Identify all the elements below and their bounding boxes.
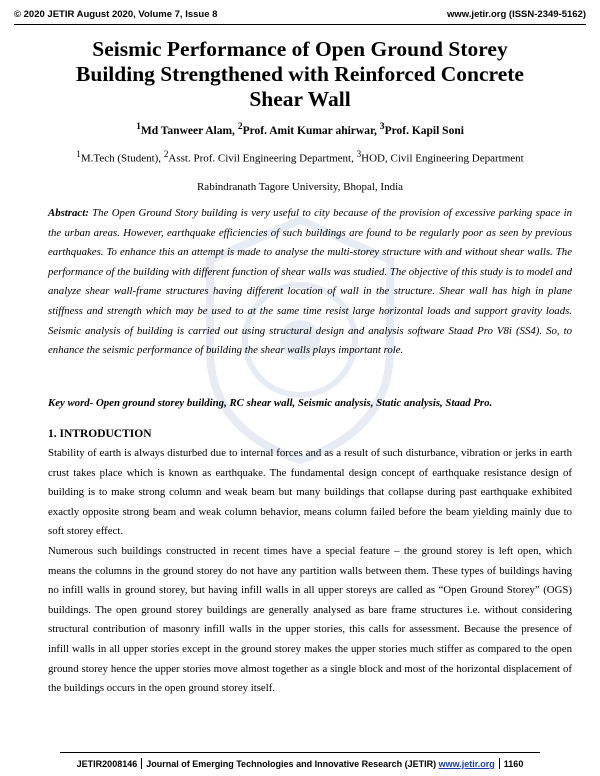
author-index: 2 [237,121,243,132]
affiliation-list [20,149,580,165]
title-line: Seismic Performance of Open Ground Storey [92,37,508,61]
footer-rule [60,752,540,753]
title-line: Building Strengthened with Reinforced Concrete [76,62,524,86]
paper-title [30,37,570,112]
university: Rabindranath Tagore University, Bhopal, India [196,181,404,193]
author-name: Md Tanweer Alam, [140,124,238,137]
abstract [48,204,572,361]
footer-line [0,758,600,769]
footer-separator [499,758,500,769]
journal-link[interactable]: www.jetir.org [438,759,495,769]
affiliation-text: Asst. Prof. Civil Engineering Department, [168,152,357,165]
page-number: 1160 [503,759,524,769]
page-footer [0,752,600,774]
section-heading: 1. INTRODUCTION [48,428,152,440]
affiliation-index: 3 [356,149,362,159]
section-body [48,444,572,699]
keywords: Key word- Open ground storey building, RC shear wall, Seismic analysis, Static analysis, Staad Pro. [48,397,493,409]
journal-website-issn: www.jetir.org (ISSN-2349-5162) [446,9,586,20]
author-name: Prof. Kapil Soni [384,124,464,137]
affiliation-index: 2 [163,149,169,159]
paragraph: Stability of earth is always disturbed due to internal forces and as a result of such disturbance, vibration or jerks in earth crust takes place which is known as earthquake. The fundamental design concept of earthquake resistance design of building is to make strong column and weak beam but many buildings that collapse during past earthquake exhibited exactly opposite strong beam and weak column behavior, means column failed before the beam yielding mainly due to soft storey effect. [48,447,572,538]
author-list [20,121,580,137]
author-index: 3 [379,121,385,132]
author-index: 1 [136,121,141,132]
affiliation-text: HOD, Civil Engineering Department [361,152,524,165]
paper-code: JETIR2008146 [76,759,138,769]
abstract-text: The Open Ground Story building is very useful to city because of the provision of excessive parking space in the urban areas. However, earthquake efficiencies of such buildings are found to be regularly poor as seen by previous earthquakes. To enhance this an attempt is made to analyse the multi-storey structure with and without shear walls. The performance of the building with different function of shear walls was studied. The objective of this study is to model and analyze shear wall-frame structures having different location of wall in the structure. Shear wall has high in plane stiffness and strength which may be used to at the same time resist large horizontal loads and support gravity loads. Seismic analysis of building is carried out using structural design and analysis software Staad Pro V8i (SS4). So, to enhance the seismic performance of building the shear walls plays important role. [48,207,572,357]
author-name: Prof. Amit Kumar ahirwar, [242,124,380,137]
header-rule [14,24,586,25]
page-header [14,6,586,24]
footer-separator [141,758,142,769]
affiliation-text: M.Tech (Student), [80,152,164,165]
affiliation-index: 1 [76,149,81,159]
abstract-label: Abstract: [48,207,89,219]
journal-issue-info: © 2020 JETIR August 2020, Volume 7, Issue 8 [14,9,218,20]
paragraph: Numerous such buildings constructed in recent times have a special feature – the ground storey is left open, which means the columns in the ground storey do not have any partition walls between them. These types of buildings having no infill walls in ground storey, but having infill walls in all upper storeys are called as “Open Ground Storey” (OGS) buildings. The open ground storey buildings are generally analysed as bare frame structures i.e. without considering structural contribution of masonry infill walls in the upper stories, this calls for assessment. Because the presence of infill walls in all upper stories except in the ground storey makes the upper stories much stiffer as compared to the open ground storey hence the upper stories move almost together as a single block and most of the horizontal displacement of the buildings occurs in the open ground storey itself. [48,544,572,695]
title-line: Shear Wall [249,87,351,111]
journal-name: Journal of Emerging Technologies and Innovative Research (JETIR) [146,759,439,769]
